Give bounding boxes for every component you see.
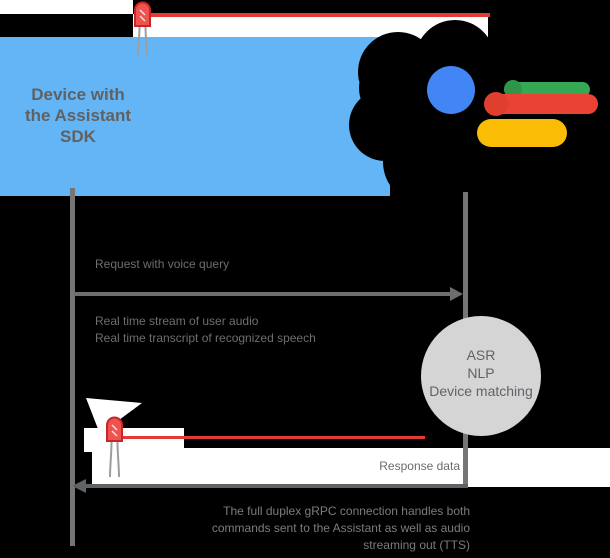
led2-signal-line (120, 436, 425, 439)
device-box-line2: the Assistant (24, 106, 132, 125)
cloud-shape (349, 20, 610, 216)
request-arrow (74, 287, 463, 301)
logo-red-dot (484, 92, 508, 116)
grpc-caption-line2: commands sent to the Assistant as well as audio (211, 521, 470, 535)
request-label: Request with voice query (95, 257, 230, 271)
logo-yellow-bar (477, 119, 567, 147)
led-icon-top (135, 3, 150, 57)
speech-wedge (84, 398, 184, 452)
device-box-line1: Device with (31, 85, 125, 104)
device-box-line3: SDK (60, 127, 96, 146)
logo-blue-circle (427, 66, 475, 114)
lifeline-device (70, 188, 75, 546)
response-label: Response data (379, 459, 460, 473)
process-line-nlp: NLP (467, 365, 495, 381)
response-arrow (72, 479, 468, 493)
process-line-asr: ASR (466, 347, 496, 363)
grpc-caption (212, 503, 470, 554)
stream-audio-label: Real time stream of user audio (95, 314, 259, 328)
led1-signal-line (150, 13, 490, 17)
grpc-caption-line3: streaming out (TTS) (363, 538, 470, 552)
process-line-device-matching: Device matching (429, 383, 533, 399)
process-bubble (421, 316, 541, 436)
grpc-caption-line1: The full duplex gRPC connection handles both (223, 504, 470, 518)
stream-transcript-label: Real time transcript of recognized speech (95, 331, 316, 345)
